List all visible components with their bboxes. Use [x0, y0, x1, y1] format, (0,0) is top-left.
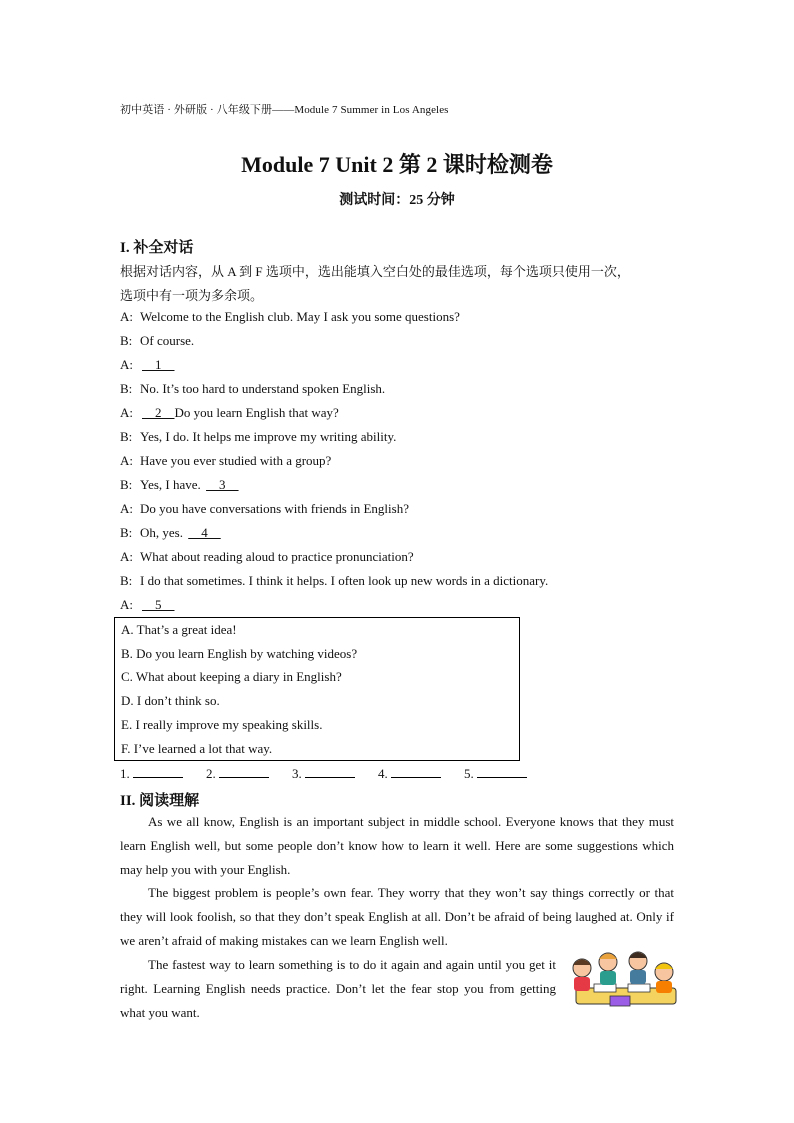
options-box [114, 617, 520, 761]
option-d: D. I don’t think so. [121, 693, 220, 708]
section-2-heading: II. 阅读理解 [120, 793, 200, 809]
speaker-label: A: [120, 357, 133, 372]
speaker-label: A: [120, 501, 133, 516]
answer-blank-3[interactable]: 3. [292, 765, 355, 782]
answer-blank-4[interactable]: 4. [378, 765, 441, 782]
dialogue-line [120, 405, 339, 421]
option-e: E. I really improve my speaking skills. [121, 717, 323, 732]
dialogue-text: Of course. [140, 333, 195, 348]
dialogue-blank[interactable]: 1 [142, 357, 175, 372]
speaker-label: A: [120, 597, 133, 612]
passage-paragraph-2: The biggest problem is people’s own fear. They worry that they won’t say things correctly or that they will look foolish, so that they don’t speak English at all. Don’t be afraid of being laughed at. Only if we aren’t afraid of making mistakes can we learn English well. [120, 885, 674, 948]
section-1-heading: I. 补全对话 [120, 240, 194, 256]
dialogue-line [120, 309, 460, 325]
answer-blank-1[interactable]: 1. [120, 765, 183, 782]
speaker-label: A: [120, 405, 133, 420]
dialogue-line [120, 597, 175, 613]
speaker-label: B: [120, 381, 133, 396]
dialogue-line [120, 333, 194, 349]
speaker-label: B: [120, 477, 133, 492]
dialogue-line [120, 501, 409, 517]
speaker-label: B: [120, 429, 133, 444]
dialogue-text: No. It’s too hard to understand spoken English. [140, 381, 386, 396]
dialogue-text: Welcome to the English club. May I ask you some questions? [140, 309, 460, 324]
option-c: C. What about keeping a diary in English? [121, 669, 342, 684]
dialogue-text: I do that sometimes. I think it helps. I often look up new words in a dictionary. [140, 573, 549, 588]
speaker-label: B: [120, 525, 133, 540]
dialogue-text: Do you have conversations with friends in English? [140, 501, 409, 516]
section-1-instruction-line-2: 选项中有一项为多余项。 [120, 288, 264, 303]
dialogue-text: Do you learn English that way? [174, 405, 339, 420]
dialogue-text: Yes, I do. It helps me improve my writing ability. [140, 429, 397, 444]
answer-blanks [120, 765, 547, 782]
answer-blank-2[interactable]: 2. [206, 765, 269, 782]
dialogue-blank[interactable]: 3 [206, 477, 239, 492]
option-a: A. That’s a great idea! [121, 622, 237, 637]
children-studying-illustration [566, 948, 684, 1012]
dialogue-line [120, 453, 331, 469]
dialogue-line [120, 357, 175, 373]
reading-passage-continued [120, 953, 556, 1024]
reading-passage [120, 810, 674, 953]
passage-paragraph-3: The fastest way to learn something is to do it again and again until you get it right. Learning English needs practice. Don’t let the fear stop you from getting what you want. [120, 957, 556, 1020]
dialogue-text: What about reading aloud to practice pronunciation? [140, 549, 414, 564]
speaker-label: B: [120, 333, 133, 348]
dialogue-blank[interactable]: 4 [188, 525, 221, 540]
option-b: B. Do you learn English by watching videos? [121, 646, 358, 661]
speaker-label: A: [120, 549, 133, 564]
page-title: Module 7 Unit 2 第 2 课时检测卷 [241, 152, 553, 177]
dialogue-line [120, 573, 548, 589]
speaker-label: B: [120, 573, 133, 588]
speaker-label: A: [120, 453, 133, 468]
dialogue-line [120, 477, 239, 493]
dialogue-line [120, 429, 396, 445]
page-subtitle: 测试时间：25 分钟 [339, 193, 455, 208]
dialogue-text: Have you ever studied with a group? [140, 453, 332, 468]
option-f: F. I’ve learned a lot that way. [121, 741, 273, 756]
answer-blank-5[interactable]: 5. [464, 765, 527, 782]
speaker-label: A: [120, 309, 133, 324]
passage-paragraph-1: As we all know, English is an important subject in middle school. Everyone knows that they must learn English well, but some people don’t know how to learn it well. Here are some suggestions which may help you with your English. [120, 814, 674, 877]
dialogue-line [120, 549, 414, 565]
dialogue-line [120, 381, 385, 397]
dialogue-text: Oh, yes. [140, 525, 187, 540]
dialogue-blank[interactable]: 5 [142, 597, 175, 612]
dialogue-blank[interactable]: 2 [142, 405, 175, 420]
dialogue-line [120, 525, 221, 541]
dialogue-text: Yes, I have. [140, 477, 205, 492]
section-1-instruction-line-1: 根据对话内容，从 A 到 F 选项中，选出能填入空白处的最佳选项，每个选项只使用一次， [120, 264, 630, 279]
page-header: 初中英语 · 外研版 · 八年级下册——Module 7 Summer in Los Angeles [120, 104, 449, 116]
